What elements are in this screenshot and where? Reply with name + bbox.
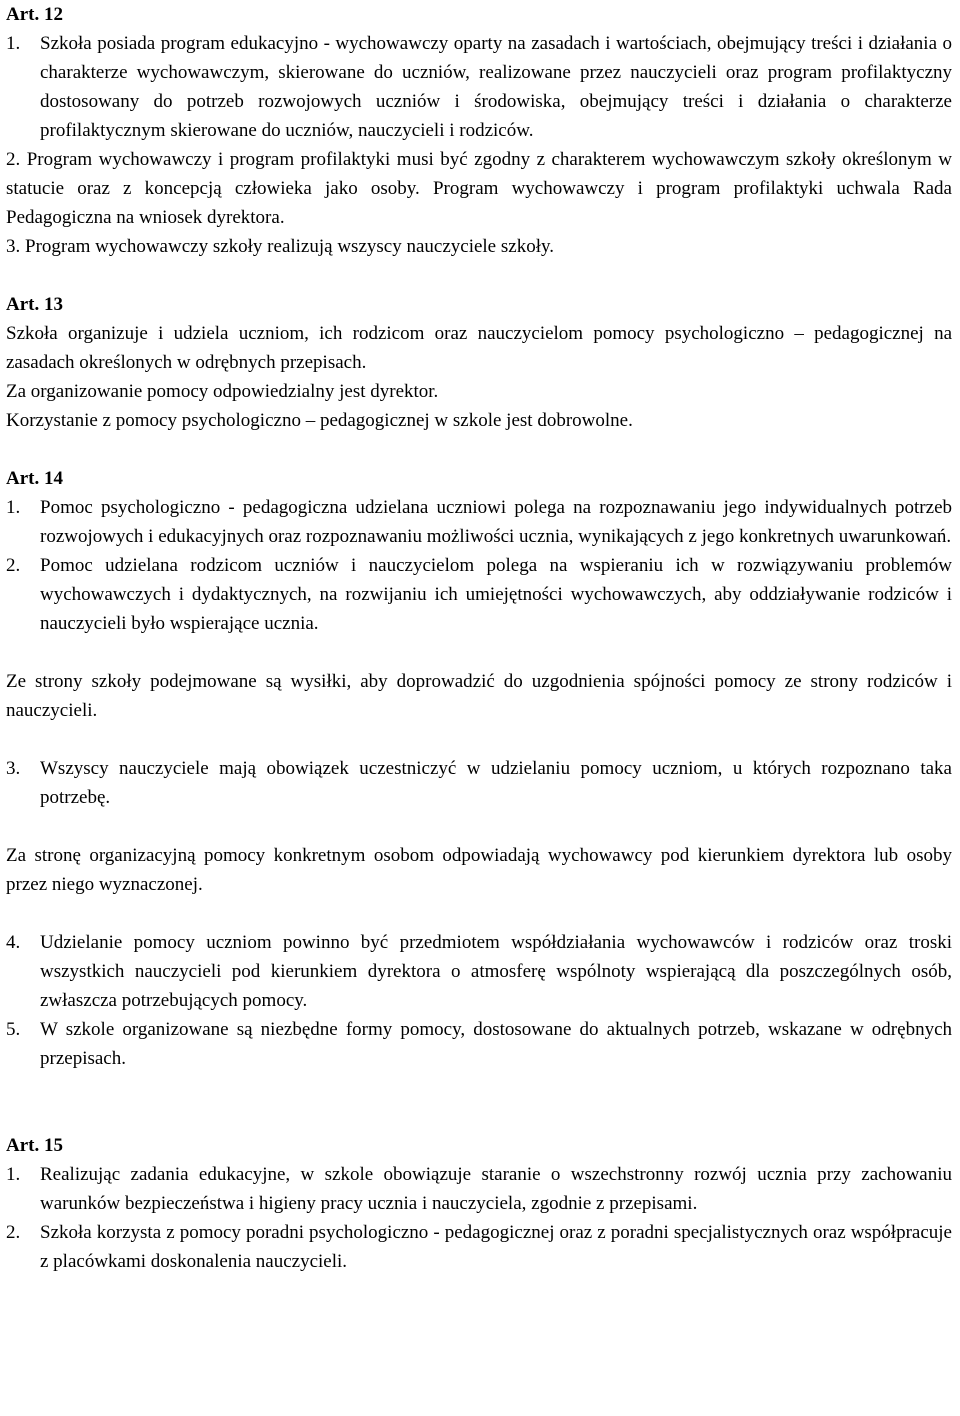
- item-number: 1.: [6, 1164, 21, 1185]
- item-number: 5.: [6, 1019, 21, 1040]
- article-12: [6, 0, 952, 261]
- paragraph: Szkoła organizuje i udziela uczniom, ich rodzicom oraz nauczycielom pomocy psychologiczno – pedagogicznej na zasadach określonych w odrębnych przepisach.: [6, 323, 952, 373]
- paragraph-item: [6, 928, 952, 1015]
- spacer: [6, 435, 952, 464]
- paragraph-item: [6, 1015, 952, 1073]
- item-text: Realizując zadania edukacyjne, w szkole obowiązuje staranie o wszechstronny rozwój ucznia przy zachowaniu warunków bezpieczeństwa i higieny pracy ucznia i nauczyciela, zgodnie z przepisami.: [40, 1164, 952, 1214]
- item-number: 3.: [6, 236, 21, 257]
- spacer: [6, 261, 952, 290]
- article-heading: Art. 13: [6, 294, 63, 315]
- paragraph: Za stronę organizacyjną pomocy konkretnym osobom odpowiadają wychowawcy pod kierunkiem dyrektora lub osoby przez niego wyznaczonej.: [6, 845, 952, 895]
- article-13: [6, 290, 952, 435]
- item-number: 2.: [6, 1222, 21, 1243]
- item-number: 4.: [6, 932, 21, 953]
- paragraph-item: [6, 551, 952, 638]
- spacer: [6, 1073, 952, 1131]
- paragraph: Za organizowanie pomocy odpowiedzialny jest dyrektor.: [6, 381, 439, 402]
- paragraph-item: [6, 1218, 952, 1276]
- item-text: Szkoła posiada program edukacyjno - wychowawczy oparty na zasadach i wartościach, obejmujący treści i działania o charakterze wychowawczym, skierowane do uczniów, realizowane przez nauczycieli oraz program profilaktyczny dostosowany do potrzeb rozwojowych uczniów i środowiska, obejmujący treści i działania o charakterze profilaktycznym skierowane do uczniów, nauczycieli i rodziców.: [40, 33, 952, 141]
- spacer: [6, 812, 952, 841]
- spacer: [6, 899, 952, 928]
- article-heading: Art. 15: [6, 1135, 63, 1156]
- paragraph-item: [6, 754, 952, 812]
- spacer: [6, 725, 952, 754]
- item-number: 1.: [6, 497, 21, 518]
- article-14: [6, 464, 952, 1073]
- item-text: Program wychowawczy i program profilaktyki musi być zgodny z charakterem wychowawczym szkoły określonym w statucie oraz z koncepcją człowieka jako osoby. Program wychowawczy i program profilaktyki uchwala Rada Pedagogiczna na wniosek dyrektora.: [6, 149, 952, 228]
- paragraph-item: [6, 232, 952, 261]
- paragraph-item: [6, 145, 952, 232]
- item-number: 3.: [6, 758, 21, 779]
- item-text: Pomoc psychologiczno - pedagogiczna udzielana uczniowi polega na rozpoznawaniu jego indywidualnych potrzeb rozwojowych i edukacyjnych oraz rozpoznawaniu możliwości ucznia, wynikających z jego konkretnych uwarunkowań.: [40, 497, 952, 547]
- item-number: 1.: [6, 33, 21, 54]
- item-text: Udzielanie pomocy uczniom powinno być przedmiotem współdziałania wychowawców i rodziców oraz troski wszystkich nauczycieli pod kierunkiem dyrektora o atmosferę wspólnoty wspierającą dla poszczególnych osób, zwłaszcza potrzebujących pomocy.: [40, 932, 952, 1011]
- item-text: Szkoła korzysta z pomocy poradni psychologiczno - pedagogicznej oraz z poradni specjalistycznych oraz współpracuje z placówkami doskonalenia nauczycieli.: [40, 1222, 952, 1272]
- spacer: [6, 638, 952, 667]
- item-text: Wszyscy nauczyciele mają obowiązek uczestniczyć w udzielaniu pomocy uczniom, u których rozpoznano taka potrzebę.: [40, 758, 952, 808]
- paragraph: Korzystanie z pomocy psychologiczno – pedagogicznej w szkole jest dobrowolne.: [6, 410, 633, 431]
- item-text: W szkole organizowane są niezbędne formy pomocy, dostosowane do aktualnych potrzeb, wskazane w odrębnych przepisach.: [40, 1019, 952, 1069]
- item-number: 2.: [6, 149, 21, 170]
- paragraph-item: [6, 493, 952, 551]
- paragraph-item: [6, 1160, 952, 1218]
- article-15: [6, 1131, 952, 1276]
- paragraph-item: [6, 29, 952, 145]
- item-text: Program wychowawczy szkoły realizują wszyscy nauczyciele szkoły.: [25, 236, 554, 257]
- item-number: 2.: [6, 555, 21, 576]
- article-heading: Art. 14: [6, 468, 63, 489]
- item-text: Pomoc udzielana rodzicom uczniów i nauczycielom polega na wspieraniu ich w rozwiązywaniu problemów wychowawczych i dydaktycznych, na rozwijaniu ich umiejętności wychowawczych, aby oddziaływanie rodziców i nauczycieli było wspierające ucznia.: [40, 555, 952, 634]
- paragraph: Ze strony szkoły podejmowane są wysiłki, aby doprowadzić do uzgodnienia spójności pomocy ze strony rodziców i nauczycieli.: [6, 671, 952, 721]
- article-heading: Art. 12: [6, 4, 63, 25]
